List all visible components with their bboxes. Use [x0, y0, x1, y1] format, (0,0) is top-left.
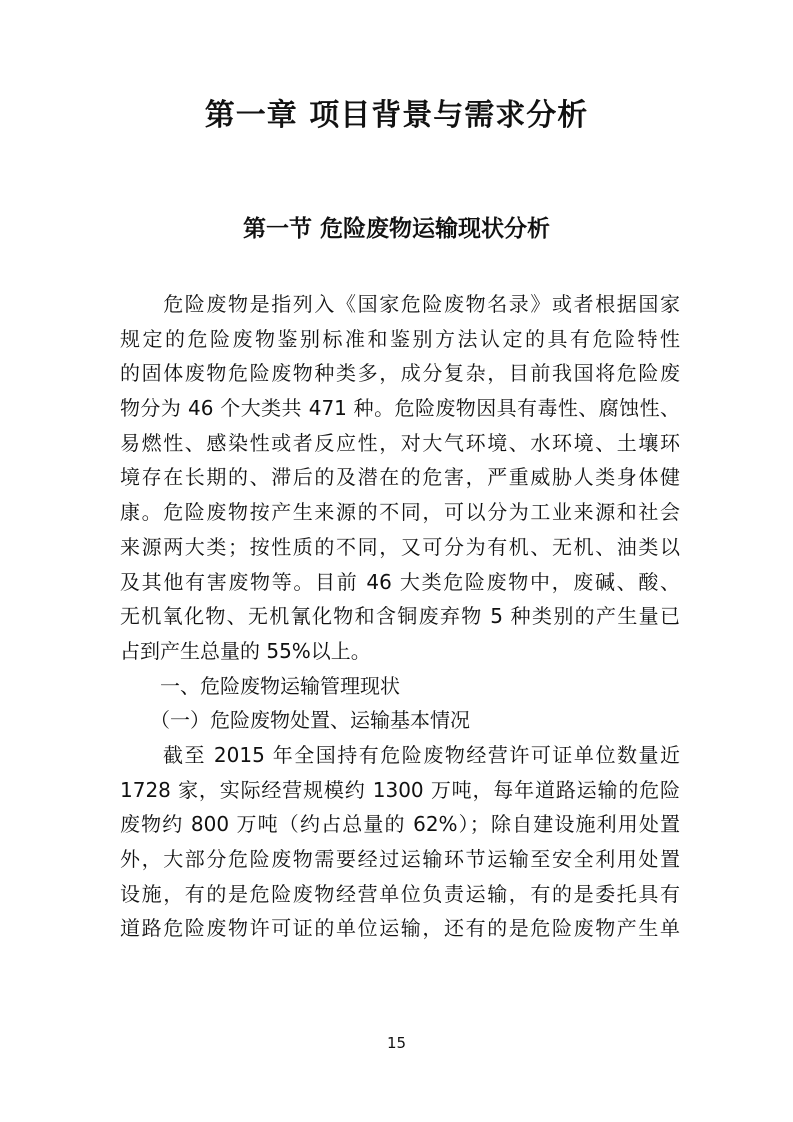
heading-level-2: （一）危险废物处置、运输基本情况 — [120, 708, 470, 733]
body-line: 设施，有的是危险废物经营单位负责运输，有的是委托具有 — [120, 881, 680, 906]
body-line: 占到产生总量的 55%以上。 — [120, 638, 371, 663]
body-line: 道路危险废物许可证的单位运输，还有的是危险废物产生单 — [120, 916, 680, 941]
body-line: 境存在长期的、滞后的及潜在的危害，严重威胁人类身体健 — [120, 465, 680, 490]
body-line: 及其他有害废物等。目前 46 大类危险废物中，废碱、酸、 — [120, 569, 680, 594]
body-line: 外，大部分危险废物需要经过运输环节运输至安全利用处置 — [120, 847, 680, 871]
body-line: 的固体废物危险废物种类多，成分复杂，目前我国将危险废 — [120, 361, 680, 386]
heading-level-1: 一、危险废物运输管理现状 — [120, 673, 400, 698]
body-line: 截至 2015 年全国持有危险废物经营许可证单位数量近 — [120, 742, 680, 767]
body-text — [120, 287, 680, 946]
body-line: 无机氧化物、无机氰化物和含铜废弃物 5 种类别的产生量已 — [120, 604, 680, 629]
body-line: 1728 家，实际经营规模约 1300 万吨，每年道路运输的危险 — [120, 777, 680, 802]
body-line: 危险废物是指列入《国家危险废物名录》或者根据国家 — [120, 292, 680, 316]
body-line: 易燃性、感染性或者反应性，对大气环境、水环境、土壤环 — [120, 430, 680, 455]
section-title: 第一节 危险废物运输现状分析 — [242, 216, 550, 242]
body-line: 物分为 46 个大类共 471 种。危险废物因具有毒性、腐蚀性、 — [120, 396, 680, 421]
body-line: 废物约 800 万吨（约占总量的 62%）；除自建设施利用处置 — [120, 812, 680, 837]
body-line: 规定的危险废物鉴别标准和鉴别方法认定的具有危险特性 — [120, 326, 680, 351]
chapter-title: 第一章 项目背景与需求分析 — [204, 98, 589, 133]
body-line: 康。危险废物按产生来源的不同，可以分为工业来源和社会 — [120, 500, 680, 525]
body-line: 来源两大类；按性质的不同，又可分为有机、无机、油类以 — [120, 534, 680, 559]
page-number: 15 — [386, 1034, 407, 1052]
